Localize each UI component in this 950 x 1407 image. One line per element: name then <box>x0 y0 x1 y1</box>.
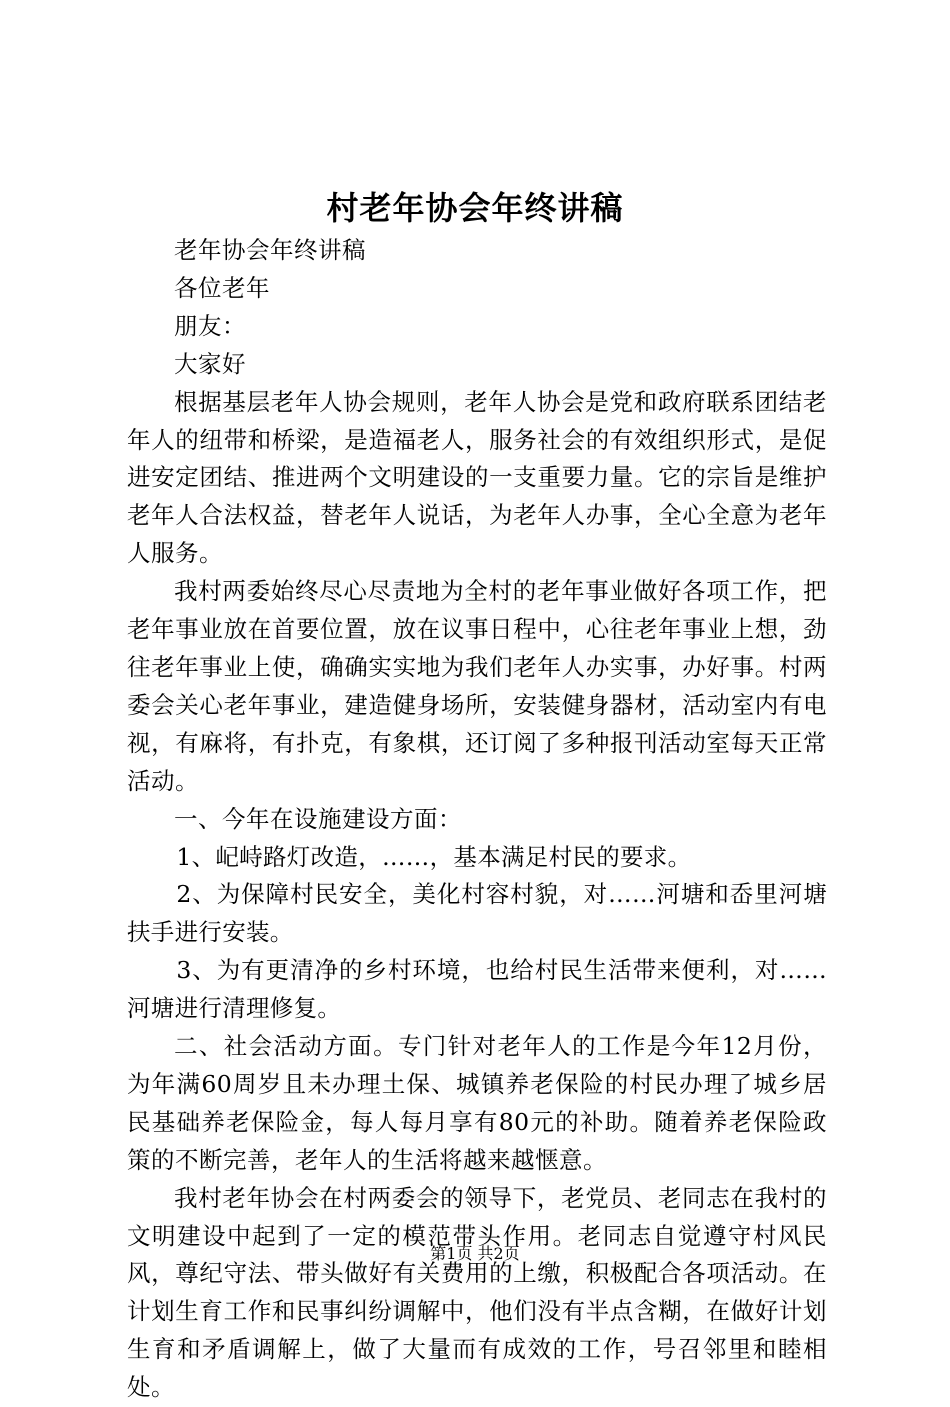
paragraph-heading: 老年协会年终讲稿 <box>174 236 366 264</box>
page-number-footer: 第1页 共2页 <box>430 1244 520 1263</box>
paragraph-village-committee: 我村两委始终尽心尽责地为全村的老年事业做好各项工作，把老年事业放在首要位置，放在议事日程中，心往老年事业上想，劲往老年事业上使，确确实实地为我们老年人办实事，办好事。村两委会关心老年事业，建造健身场所，安装健身器材，活动室内有电视，有麻将，有扑克，有象棋，还订阅了多种报刊活动室每天正常活动。 <box>127 577 827 795</box>
paragraph-item-2: 2、为保障村民安全，美化村容村貌，对……河塘和岙里河塘扶手进行安装。 <box>127 880 827 947</box>
document-body <box>127 232 827 1407</box>
paragraph-association: 我村老年协会在村两委会的领导下，老党员、老同志在我村的文明建设中起到了一定的模范带头作用。老同志自觉遵守村风民风，尊纪守法、带头做好有关费用的上缴，积极配合各项活动。在计划生育工作和民事纠纷调解中，他们没有半点含糊，在做好计划生育和矛盾调解上，做了大量而有成效的工作，号召邻里和睦相处。 <box>127 1183 827 1402</box>
paragraph-salutation-2: 朋友： <box>174 311 246 340</box>
paragraph-salutation-1: 各位老年 <box>174 273 270 302</box>
paragraph-item-1: 1、屺峙路灯改造，……，基本满足村民的要求。 <box>176 842 692 871</box>
paragraph-section-two: 二、社会活动方面。专门针对老年人的工作是今年12月份，为年满60周岁且未办理土保、城镇养老保险的村民办理了城乡居民基础养老保险金，每人每月享有80元的补助。随着养老保险政策的不断完善，老年人的生活将越来越惬意。 <box>127 1032 827 1174</box>
document-title: 村老年协会年终讲稿 <box>326 189 624 227</box>
paragraph-section-one: 一、今年在设施建设方面： <box>174 804 462 833</box>
paragraph-introduction: 根据基层老年人协会规则，老年人协会是党和政府联系团结老年人的纽带和桥梁，是造福老人，服务社会的有效组织形式，是促进安定团结、推进两个文明建设的一支重要力量。它的宗旨是维护老年人合法权益，替老年人说话，为老年人办事，全心全意为老年人服务。 <box>127 387 827 568</box>
paragraph-item-3: 3、为有更清净的乡村环境，也给村民生活带来便利，对……河塘进行清理修复。 <box>127 956 827 1023</box>
paragraph-greeting: 大家好 <box>174 349 246 378</box>
